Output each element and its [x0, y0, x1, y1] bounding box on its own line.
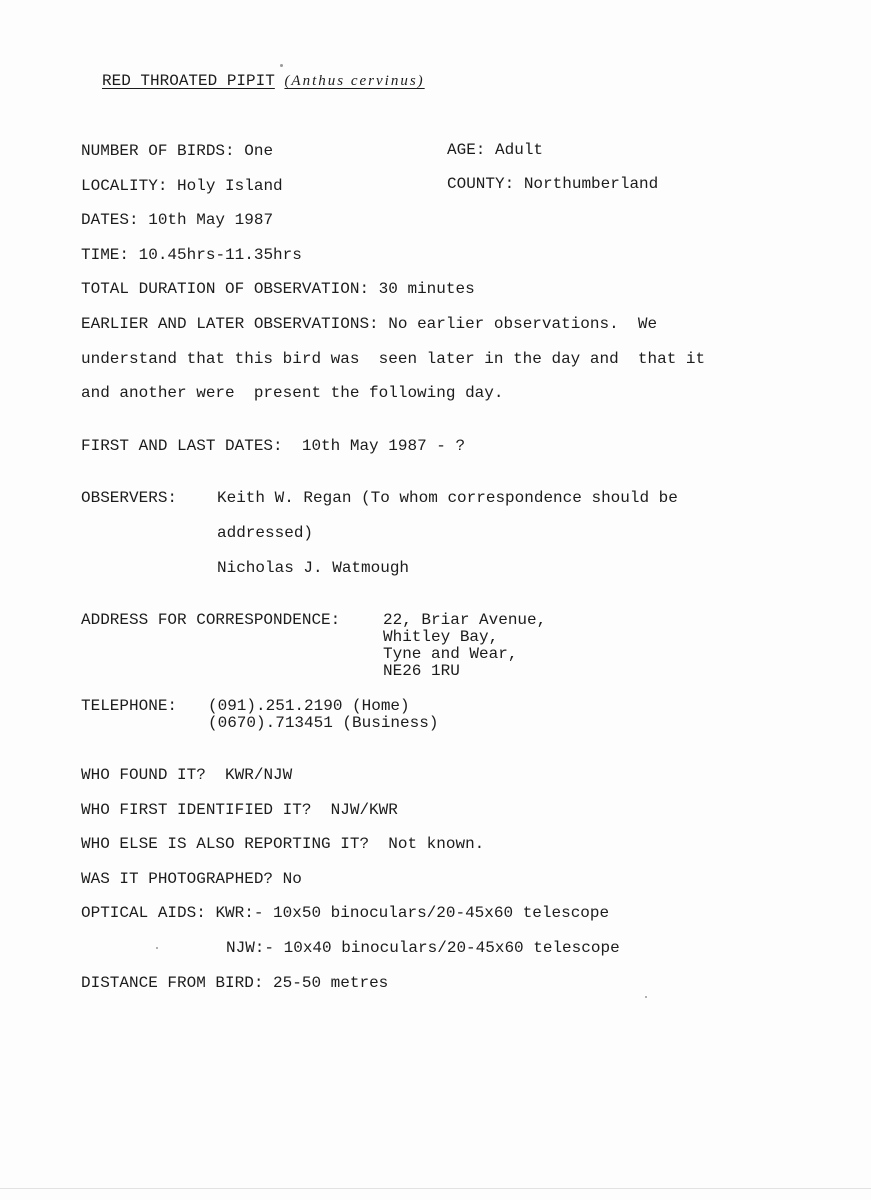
address-line-1: 22, Briar Avenue,	[383, 611, 547, 629]
age-row	[447, 141, 543, 159]
observers-line3: Nicholas J. Watmough	[217, 559, 410, 577]
distance-value: 25-50 metres	[273, 974, 389, 992]
first-last-row	[81, 437, 465, 455]
address-line-4: NE26 1RU	[383, 662, 460, 680]
number-of-birds-row	[81, 142, 273, 160]
dates-label: DATES:	[81, 211, 139, 229]
earlier-later-label: EARLIER AND LATER OBSERVATIONS:	[81, 315, 379, 333]
who-found-row	[81, 766, 292, 784]
who-else-row	[81, 835, 484, 853]
first-last-label: FIRST AND LAST DATES:	[81, 437, 283, 455]
telephone-business: (0670).713451 (Business)	[208, 714, 439, 732]
age-value: Adult	[495, 141, 544, 159]
who-found-value: KWR/NJW	[225, 766, 293, 784]
telephone-label: TELEPHONE:	[81, 697, 178, 715]
photographed-value: No	[282, 870, 302, 888]
number-of-birds-value: One	[244, 142, 274, 160]
locality-row	[81, 177, 283, 195]
time-row	[81, 246, 302, 264]
dates-row	[81, 211, 273, 229]
county-row	[447, 175, 658, 193]
age-label: AGE:	[447, 141, 486, 159]
address-label: ADDRESS FOR CORRESPONDENCE:	[81, 611, 341, 629]
photographed-label: WAS IT PHOTOGRAPHED?	[81, 870, 274, 888]
paper-speck	[280, 64, 283, 67]
duration-row	[81, 280, 475, 298]
species-name: RED THROATED PIPIT	[102, 72, 275, 90]
earlier-later-row	[81, 315, 657, 333]
time-label: TIME:	[81, 246, 130, 264]
scientific-name: (Anthus cervinus)	[284, 73, 425, 89]
optical-aids-row	[81, 904, 609, 922]
optical-aids-njw: NJW:- 10x40 binoculars/20-45x60 telescope	[226, 939, 620, 957]
observers-line1: Keith W. Regan (To whom correspondence should be	[217, 489, 678, 507]
paper-speck	[645, 996, 647, 998]
who-identified-row	[81, 801, 398, 819]
who-else-value: Not known.	[388, 835, 485, 853]
county-value: Northumberland	[523, 175, 659, 193]
locality-label: LOCALITY:	[81, 177, 168, 195]
who-identified-label: WHO FIRST IDENTIFIED IT?	[81, 801, 312, 819]
locality-value: Holy Island	[177, 177, 283, 195]
telephone-home: (091).251.2190 (Home)	[208, 697, 410, 715]
earlier-later-line2: understand that this bird was seen later in the day and that it	[81, 350, 706, 368]
distance-row	[81, 974, 388, 992]
distance-label: DISTANCE FROM BIRD:	[81, 974, 264, 992]
duration-value: 30 minutes	[378, 280, 475, 298]
observers-label: OBSERVERS:	[81, 489, 178, 507]
who-found-label: WHO FOUND IT?	[81, 766, 206, 784]
time-value: 10.45hrs-11.35hrs	[138, 246, 302, 264]
earlier-later-line3: and another were present the following day.	[81, 384, 504, 402]
county-label: COUNTY:	[447, 175, 515, 193]
observers-line2: addressed)	[217, 524, 314, 542]
dates-value: 10th May 1987	[148, 211, 274, 229]
address-line-3: Tyne and Wear,	[383, 645, 518, 663]
paper-speck	[156, 947, 158, 949]
first-last-value: 10th May 1987 - ?	[301, 437, 466, 455]
earlier-later-line1: No earlier observations. We	[388, 315, 658, 333]
photographed-row	[81, 870, 302, 888]
number-of-birds-label: NUMBER OF BIRDS:	[81, 142, 235, 160]
address-line-2: Whitley Bay,	[383, 628, 499, 646]
optical-aids-kwr: KWR:- 10x50 binoculars/20-45x60 telescope	[215, 904, 610, 922]
who-else-label: WHO ELSE IS ALSO REPORTING IT?	[81, 835, 370, 853]
who-identified-value: NJW/KWR	[330, 801, 398, 819]
optical-aids-label: OPTICAL AIDS:	[81, 904, 206, 922]
document-title	[102, 72, 425, 90]
duration-label: TOTAL DURATION OF OBSERVATION:	[81, 280, 370, 298]
scan-edge	[0, 1188, 871, 1189]
